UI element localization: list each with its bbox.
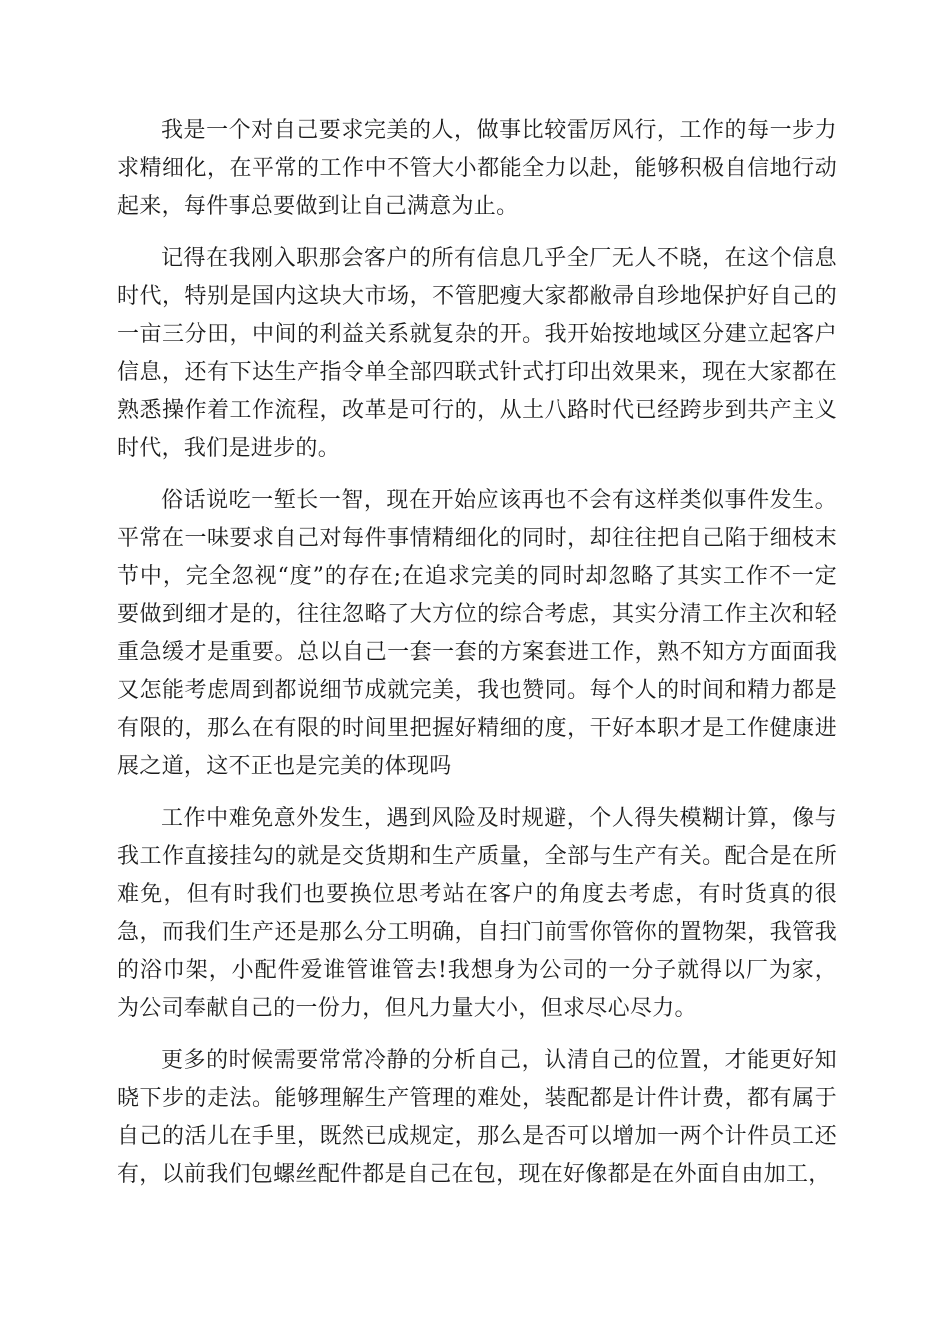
paragraph-3: 俗话说吃一堑长一智，现在开始应该再也不会有这样类似事件发生。平常在一味要求自己对每件事情精细化的同时，却往往把自己陷于细枝末节中，完全忽视“度”的存在;在追求完美的同时却忽略了其实工作不一定要做到细才是的，往往忽略了大方位的综合考虑，其实分清工作主次和轻重急缓才是重要。总以自己一套一套的方案套进工作，熟不知方方面面我又怎能考虑周到都说细节成就完美，我也赞同。每个人的时间和精力都是有限的，那么在有限的时间里把握好精细的度，干好本职才是工作健康进展之道，这不正也是完美的体现吗 [117, 488, 837, 779]
document-body [117, 112, 837, 1208]
paragraph-5: 更多的时候需要常常冷静的分析自己，认清自己的位置，才能更好知晓下步的走法。能够理解生产管理的难处，装配都是计件计费，都有属于自己的活儿在手里，既然已成规定，那么是否可以增加一两个计件员工还有，以前我们包螺丝配件都是自己在包，现在好像都是在外面自由加工， [117, 1048, 837, 1187]
paragraph-1: 我是一个对自己要求完美的人，做事比较雷厉风行，工作的每一步力求精细化，在平常的工作中不管大小都能全力以赴，能够积极自信地行动起来，每件事总要做到让自己满意为止。 [117, 118, 837, 219]
paragraph-4: 工作中难免意外发生，遇到风险及时规避，个人得失模糊计算，像与我工作直接挂勾的就是交货期和生产质量，全部与生产有关。配合是在所难免，但有时我们也要换位思考站在客户的角度去考虑，有时货真的很急，而我们生产还是那么分工明确，自扫门前雪你管你的置物架，我管我的浴巾架，小配件爱谁管谁管去!我想身为公司的一分子就得以厂为家，为公司奉献自己的一份力，但凡力量大小，但求尽心尽力。 [117, 806, 837, 1021]
paragraph-2: 记得在我刚入职那会客户的所有信息几乎全厂无人不晓，在这个信息时代，特别是国内这块大市场，不管肥瘦大家都敝帚自珍地保护好自己的一亩三分田，中间的利益关系就复杂的开。我开始按地域区分建立起客户信息，还有下达生产指令单全部四联式针式打印出效果来，现在大家都在熟悉操作着工作流程，改革是可行的，从土八路时代已经跨步到共产主义时代，我们是进步的。 [117, 246, 837, 461]
